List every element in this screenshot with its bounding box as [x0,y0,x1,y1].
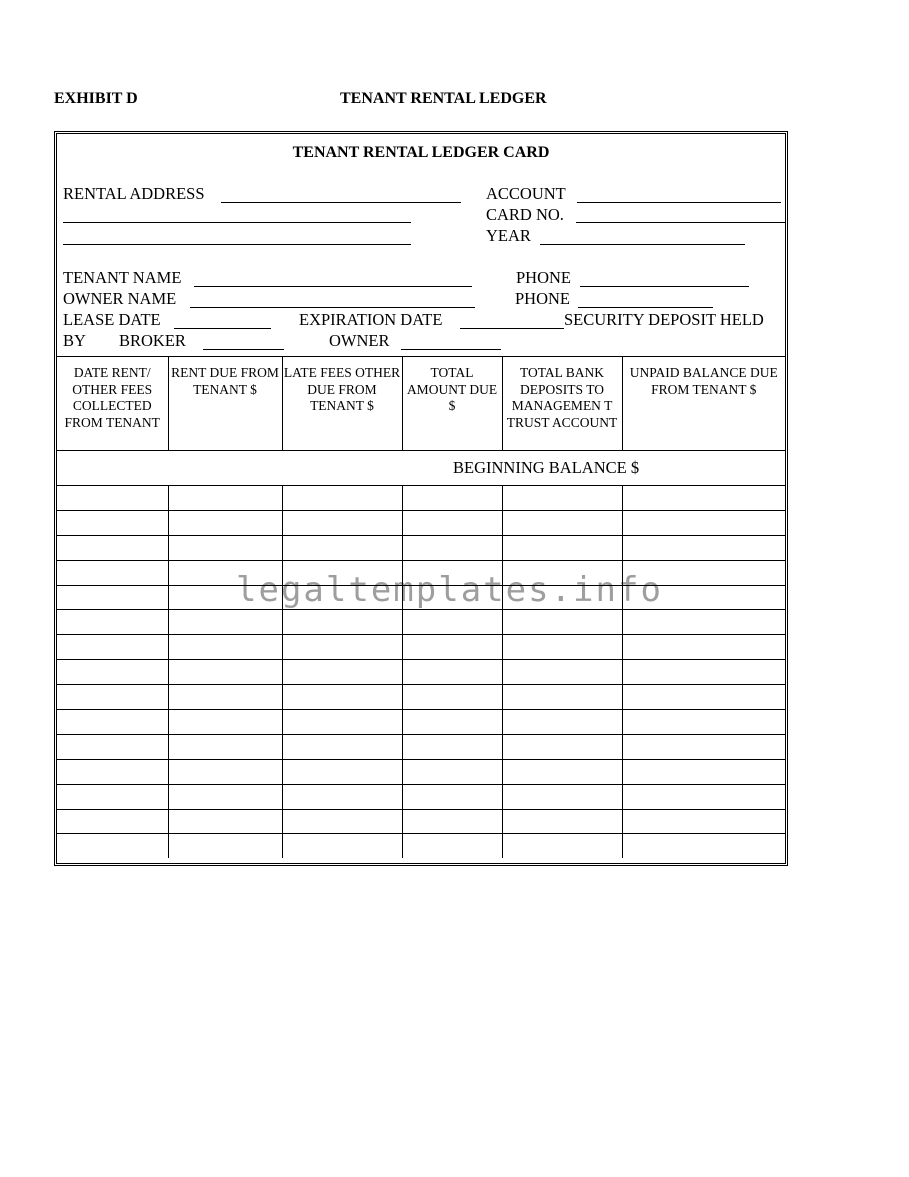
owner-name-field[interactable] [190,307,475,308]
table-cell[interactable] [168,685,282,710]
table-cell[interactable] [502,759,622,784]
table-cell[interactable] [168,486,282,511]
table-cell[interactable] [57,660,168,685]
table-cell[interactable] [402,809,502,834]
owner-name-label: OWNER NAME [63,289,177,308]
table-cell[interactable] [402,486,502,511]
table-cell[interactable] [502,734,622,759]
table-row [57,784,785,809]
table-cell[interactable] [622,759,785,784]
table-cell[interactable] [168,535,282,560]
owner-label: OWNER [329,331,390,350]
beginning-balance-label: BEGINNING BALANCE $ [57,451,785,486]
table-cell[interactable] [502,660,622,685]
table-cell[interactable] [622,510,785,535]
table-cell[interactable] [622,784,785,809]
broker-label: BROKER [119,331,186,350]
column-header: TOTAL AMOUNT DUE $ [402,357,502,451]
table-cell[interactable] [168,834,282,858]
table-cell[interactable] [168,809,282,834]
year-field[interactable] [540,244,745,245]
table-cell[interactable] [57,610,168,635]
card-no-label: CARD NO. [486,205,564,224]
table-cell[interactable] [402,535,502,560]
table-cell[interactable] [282,685,402,710]
table-cell[interactable] [168,734,282,759]
table-cell[interactable] [622,535,785,560]
table-row [57,734,785,759]
table-cell[interactable] [57,834,168,858]
table-cell[interactable] [57,510,168,535]
table-header-row [57,357,785,451]
tenant-name-label: TENANT NAME [63,268,182,287]
rental-address-field[interactable] [221,202,461,203]
table-cell[interactable] [168,610,282,635]
rental-address-line-3[interactable] [63,244,411,245]
card-title: TENANT RENTAL LEDGER CARD [292,144,550,161]
table-cell[interactable] [282,784,402,809]
account-field[interactable] [577,202,781,203]
owner-phone-field[interactable] [578,307,713,308]
beginning-balance-row [57,451,785,486]
table-cell[interactable] [402,610,502,635]
table-row [57,486,785,511]
exhibit-label: EXHIBIT D [54,90,138,107]
table-cell[interactable] [282,486,402,511]
table-cell[interactable] [57,759,168,784]
table-cell[interactable] [402,660,502,685]
table-row [57,660,785,685]
table-cell[interactable] [622,610,785,635]
expiration-date-label: EXPIRATION DATE [299,310,443,329]
table-cell[interactable] [57,809,168,834]
year-label: YEAR [486,226,531,245]
table-cell[interactable] [402,734,502,759]
card-no-field[interactable] [576,222,785,223]
table-row [57,685,785,710]
table-cell[interactable] [168,784,282,809]
table-row [57,510,785,535]
ledger-card [54,131,788,866]
table-cell[interactable] [282,809,402,834]
by-label: BY [63,331,86,350]
tenant-phone-field[interactable] [580,286,749,287]
table-cell[interactable] [502,535,622,560]
watermark: legaltemplates.info [236,570,663,610]
table-cell[interactable] [502,486,622,511]
table-cell[interactable] [57,560,168,585]
table-row [57,809,785,834]
table-cell[interactable] [282,510,402,535]
table-cell[interactable] [57,486,168,511]
table-cell[interactable] [502,685,622,710]
table-row [57,710,785,735]
table-cell[interactable] [168,635,282,660]
owner-field[interactable] [401,349,501,350]
table-cell[interactable] [282,535,402,560]
table-cell[interactable] [57,585,168,610]
table-cell[interactable] [402,710,502,735]
table-cell[interactable] [402,635,502,660]
phone-label-2: PHONE [515,289,571,308]
table-cell[interactable] [282,734,402,759]
account-label: ACCOUNT [486,184,566,203]
column-header: RENT DUE FROM TENANT $ [168,357,282,451]
table-cell[interactable] [622,486,785,511]
table-cell[interactable] [622,734,785,759]
table-cell[interactable] [168,510,282,535]
table-cell[interactable] [622,685,785,710]
expiration-date-field[interactable] [460,328,564,329]
table-cell[interactable] [168,710,282,735]
table-cell[interactable] [57,535,168,560]
table-cell[interactable] [402,834,502,858]
ledger-rows [57,486,785,859]
table-cell[interactable] [282,660,402,685]
table-cell[interactable] [622,635,785,660]
table-cell[interactable] [502,510,622,535]
table-row [57,759,785,784]
table-row [57,535,785,560]
table-cell[interactable] [282,759,402,784]
table-cell[interactable] [402,510,502,535]
table-cell[interactable] [502,809,622,834]
table-cell[interactable] [622,710,785,735]
column-header: LATE FEES OTHER DUE FROM TENANT $ [282,357,402,451]
table-cell[interactable] [502,784,622,809]
table-cell[interactable] [57,734,168,759]
table-cell[interactable] [282,834,402,858]
column-header: TOTAL BANK DEPOSITS TO MANAGEMEN T TRUST ACCOUNT [502,357,622,451]
lease-date-field[interactable] [174,328,271,329]
phone-label-1: PHONE [516,268,572,287]
table-row [57,610,785,635]
table-cell[interactable] [57,635,168,660]
table-cell[interactable] [502,834,622,858]
table-cell[interactable] [502,635,622,660]
column-header: DATE RENT/ OTHER FEES COLLECTED FROM TENANT [57,357,168,451]
table-cell[interactable] [282,610,402,635]
table-cell[interactable] [57,710,168,735]
table-cell[interactable] [282,710,402,735]
table-row [57,635,785,660]
table-cell[interactable] [402,685,502,710]
page-title: TENANT RENTAL LEDGER [340,90,547,107]
security-deposit-label: SECURITY DEPOSIT HELD [564,310,764,329]
table-cell[interactable] [57,784,168,809]
table-cell[interactable] [622,834,785,858]
table-cell[interactable] [282,635,402,660]
table-cell[interactable] [622,809,785,834]
rental-address-label: RENTAL ADDRESS [63,184,205,203]
table-cell[interactable] [402,759,502,784]
rental-address-line-2[interactable] [63,222,411,223]
table-cell[interactable] [57,685,168,710]
lease-date-label: LEASE DATE [63,310,161,329]
column-header: UNPAID BALANCE DUE FROM TENANT $ [622,357,785,451]
table-cell[interactable] [502,610,622,635]
tenant-name-field[interactable] [194,286,472,287]
table-cell[interactable] [402,784,502,809]
table-cell[interactable] [622,660,785,685]
broker-field[interactable] [203,349,284,350]
table-cell[interactable] [168,759,282,784]
table-row [57,834,785,858]
table-cell[interactable] [502,710,622,735]
table-cell[interactable] [168,660,282,685]
